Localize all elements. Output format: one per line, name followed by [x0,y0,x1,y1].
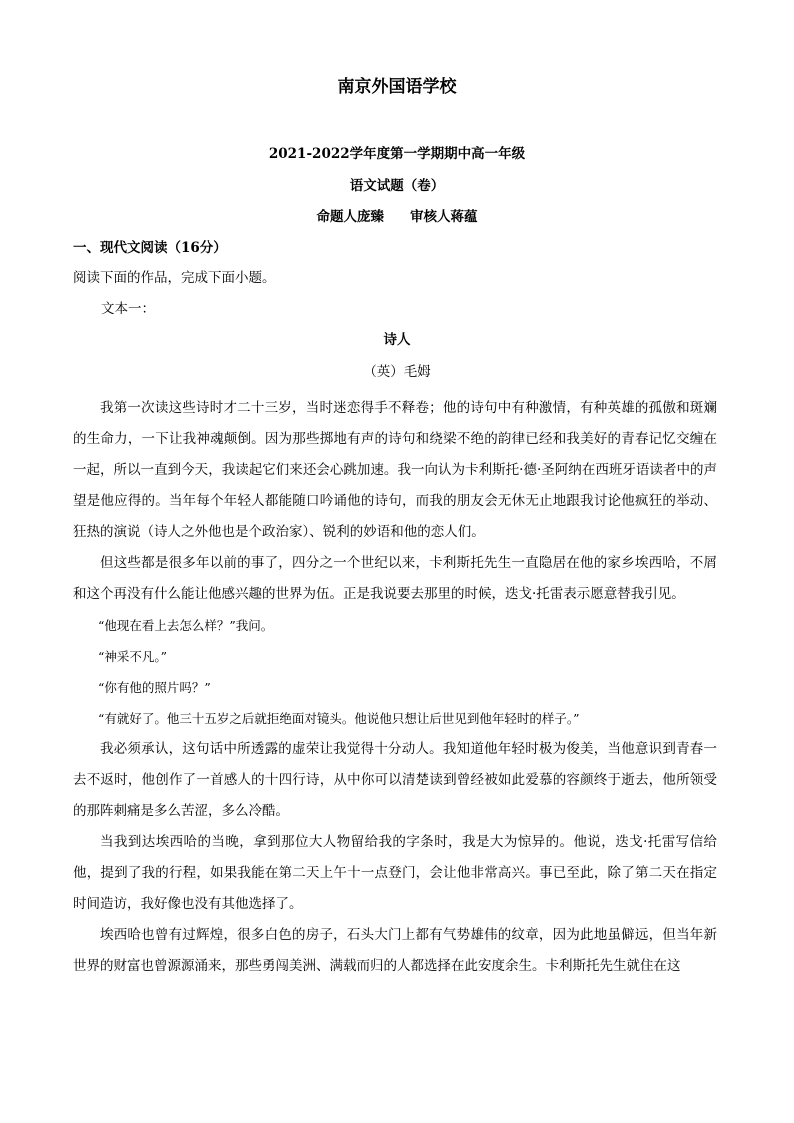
paragraph: 但这些都是很多年以前的事了，四分之一个世纪以来，卡利斯托先生一直隐居在他的家乡埃西哈，不屑和这个再没有什么能让他感兴趣的世界为伍。正是我说要去那里的时候，迭戈·托雷表示愿意替我引见。 [73,555,717,602]
question-setter: 命题人庞臻 [316,209,384,225]
section-instruction: 阅读下面的作品，完成下面小题。 [73,270,276,286]
school-name: 南京外国语学校 [337,77,457,97]
paragraph: “你有他的照片吗？” [98,680,211,695]
paragraph: 我第一次读这些诗时才二十三岁，当时迷恋得手不释卷；他的诗句中有种激情，有种英雄的孤傲和斑斓的生命力，一下让我神魂颠倒。因为那些掷地有声的诗句和绕梁不绝的韵律已经和我美好的青春记忆交缠在一起，所以一直到今天，我读起它们来还会心跳加速。我一向认为卡利斯托·德·圣阿纳在西班牙语读者中的声望是他应得的。当年每个年轻人都能随口吟诵他的诗句，而我的朋友会无休无止地跟我讨论他疯狂的举动、狂热的演说（诗人之外他也是个政治家）、锐利的妙语和他的恋人们。 [73,400,717,540]
article-body [73,393,717,982]
paragraph: 埃西哈也曾有过辉煌，很多白色的房子，石头大门上都有气势雄伟的纹章，因为此地虽僻远，但当年新世界的财富也曾源源涌来，那些勇闯美洲、满载而归的人都选择在此安度余生。卡利斯托先生就住在这 [73,927,717,974]
exam-authors [0,207,794,227]
paragraph: “神采不凡。” [98,649,168,664]
paragraph: “有就好了。他三十五岁之后就拒绝面对镜头。他说他只想让后世见到他年轻时的样子。” [98,711,580,726]
paragraph: “他现在看上去怎么样？”我问。 [98,618,274,633]
question-reviewer: 审核人蒋蕴 [410,209,478,225]
exam-subject: 语文试题（卷） [349,178,445,194]
article-author: （英）毛姆 [363,364,431,380]
section-title: 一、现代文阅读（16分） [73,240,227,256]
paragraph: 我必须承认，这句话中所透露的虚荣让我觉得十分动人。我知道他年轻时极为俊美，当他意识到青春一去不返时，他创作了一首感人的十四行诗，从中你可以清楚读到曾经被如此爱慕的容颜终于逝去，他所领受的那阵刺痛是多么苦涩，多么冷酷。 [73,741,717,819]
paragraph: 当我到达埃西哈的当晚，拿到那位大人物留给我的字条时，我是大为惊异的。他说，迭戈·托雷写信给他，提到了我的行程，如果我能在第二天上午十一点登门，会让他非常高兴。事已至此，除了第二天在指定时间造访，我好像也没有其他选择了。 [73,834,717,912]
text-label: 文本一： [101,301,155,317]
exam-term: 2021-2022学年度第一学期期中高一年级 [268,146,526,162]
article-title: 诗人 [383,332,411,348]
